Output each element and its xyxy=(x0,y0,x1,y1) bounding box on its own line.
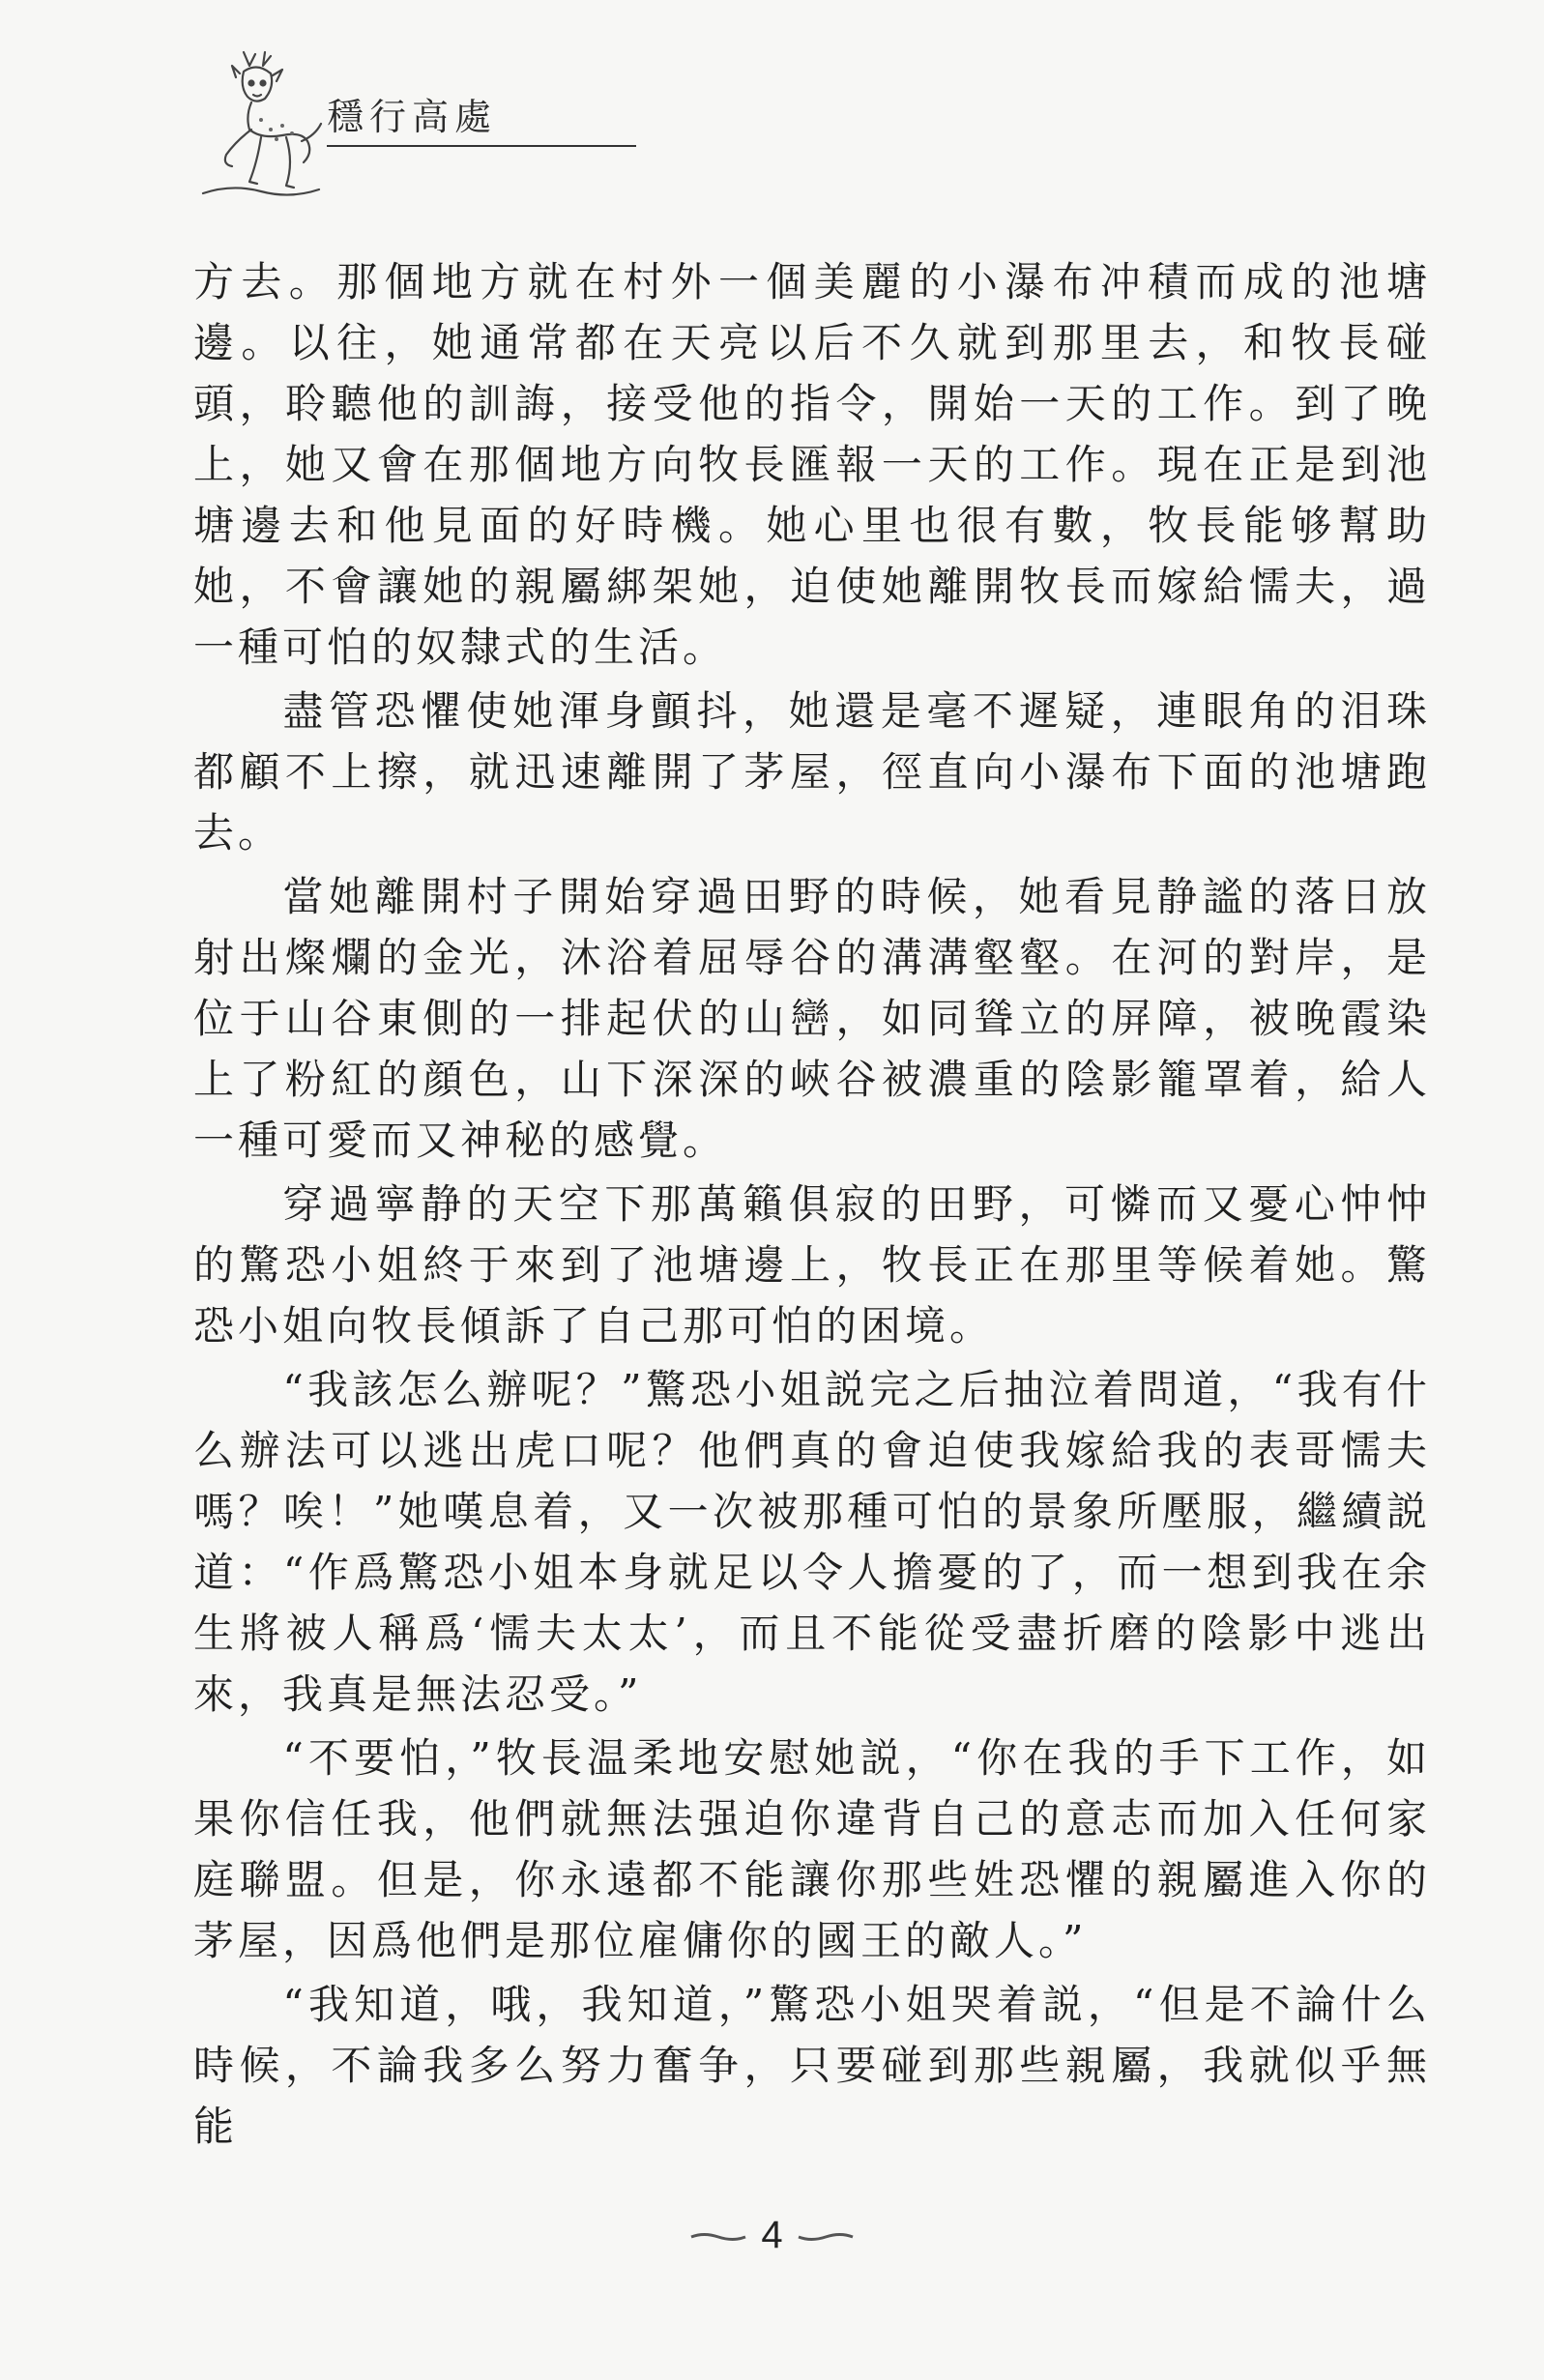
deer-icon xyxy=(193,48,338,203)
flourish-right-icon xyxy=(797,2232,855,2242)
paragraph: “我該怎么辦呢？”驚恐小姐説完之后抽泣着問道，“我有什么辦法可以逃出虎口呢？他們真的會迫使我嫁給我的表哥懦夫嗎？唉！”她嘆息着，又一次被那種可怕的景象所壓服，繼續説道：“作爲驚恐小姐本身就足以令人擔憂的了，而一想到我在余生將被人稱爲‘懦夫太太’，而且不能從受盡折磨的陰影中逃出來，我真是無法忍受。” xyxy=(193,1366,1431,1718)
paragraph: “我知道，哦，我知道，”驚恐小姐哭着説，“但是不論什么時候，不論我多么努力奮争，只要碰到那些親屬，我就似乎無能 xyxy=(193,1981,1431,2150)
flourish-left-icon xyxy=(689,2232,747,2242)
paragraph: 穿過寧静的天空下那萬籟俱寂的田野，可憐而又憂心忡忡的驚恐小姐終于來到了池塘邊上，牧長正在那里等候着她。驚恐小姐向牧長傾訴了自己那可怕的困境。 xyxy=(193,1180,1431,1350)
body-text xyxy=(193,251,1431,2160)
header-rule xyxy=(327,145,636,147)
page-number: 4 xyxy=(761,2214,783,2256)
page-number-footer xyxy=(0,2214,1544,2257)
paragraph: 盡管恐懼使她渾身顫抖，她還是毫不遲疑，連眼角的泪珠都顧不上擦，就迅速離開了茅屋，徑直向小瀑布下面的池塘跑去。 xyxy=(193,687,1431,856)
paragraph: 方去。那個地方就在村外一個美麗的小瀑布冲積而成的池塘邊。以往，她通常都在天亮以后不久就到那里去，和牧長碰頭，聆聽他的訓誨，接受他的指令，開始一天的工作。到了晚上，她又會在那個地方向牧長匯報一天的工作。現在正是到池塘邊去和他見面的好時機。她心里也很有數，牧長能够幫助她，不會讓她的親屬綁架她，迫使她離開牧長而嫁給懦夫，過一種可怕的奴隸式的生活。 xyxy=(193,258,1431,671)
book-title: 穩行高處 xyxy=(327,96,498,138)
paragraph: 當她離開村子開始穿過田野的時候，她看見静謐的落日放射出燦爛的金光，沐浴着屈辱谷的溝溝壑壑。在河的對岸，是位于山谷東側的一排起伏的山巒，如同聳立的屏障，被晚霞染上了粉紅的顔色，山下深深的峽谷被濃重的陰影籠罩着，給人一種可愛而又神秘的感覺。 xyxy=(193,873,1431,1164)
page-header xyxy=(193,39,657,203)
paragraph: “不要怕，”牧長温柔地安慰她説，“你在我的手下工作，如果你信任我，他們就無法强迫你違背自己的意志而加入任何家庭聯盟。但是，你永遠都不能讓你那些姓恐懼的親屬進入你的茅屋，因爲他們是那位雇傭你的國王的敵人。” xyxy=(193,1734,1431,1964)
